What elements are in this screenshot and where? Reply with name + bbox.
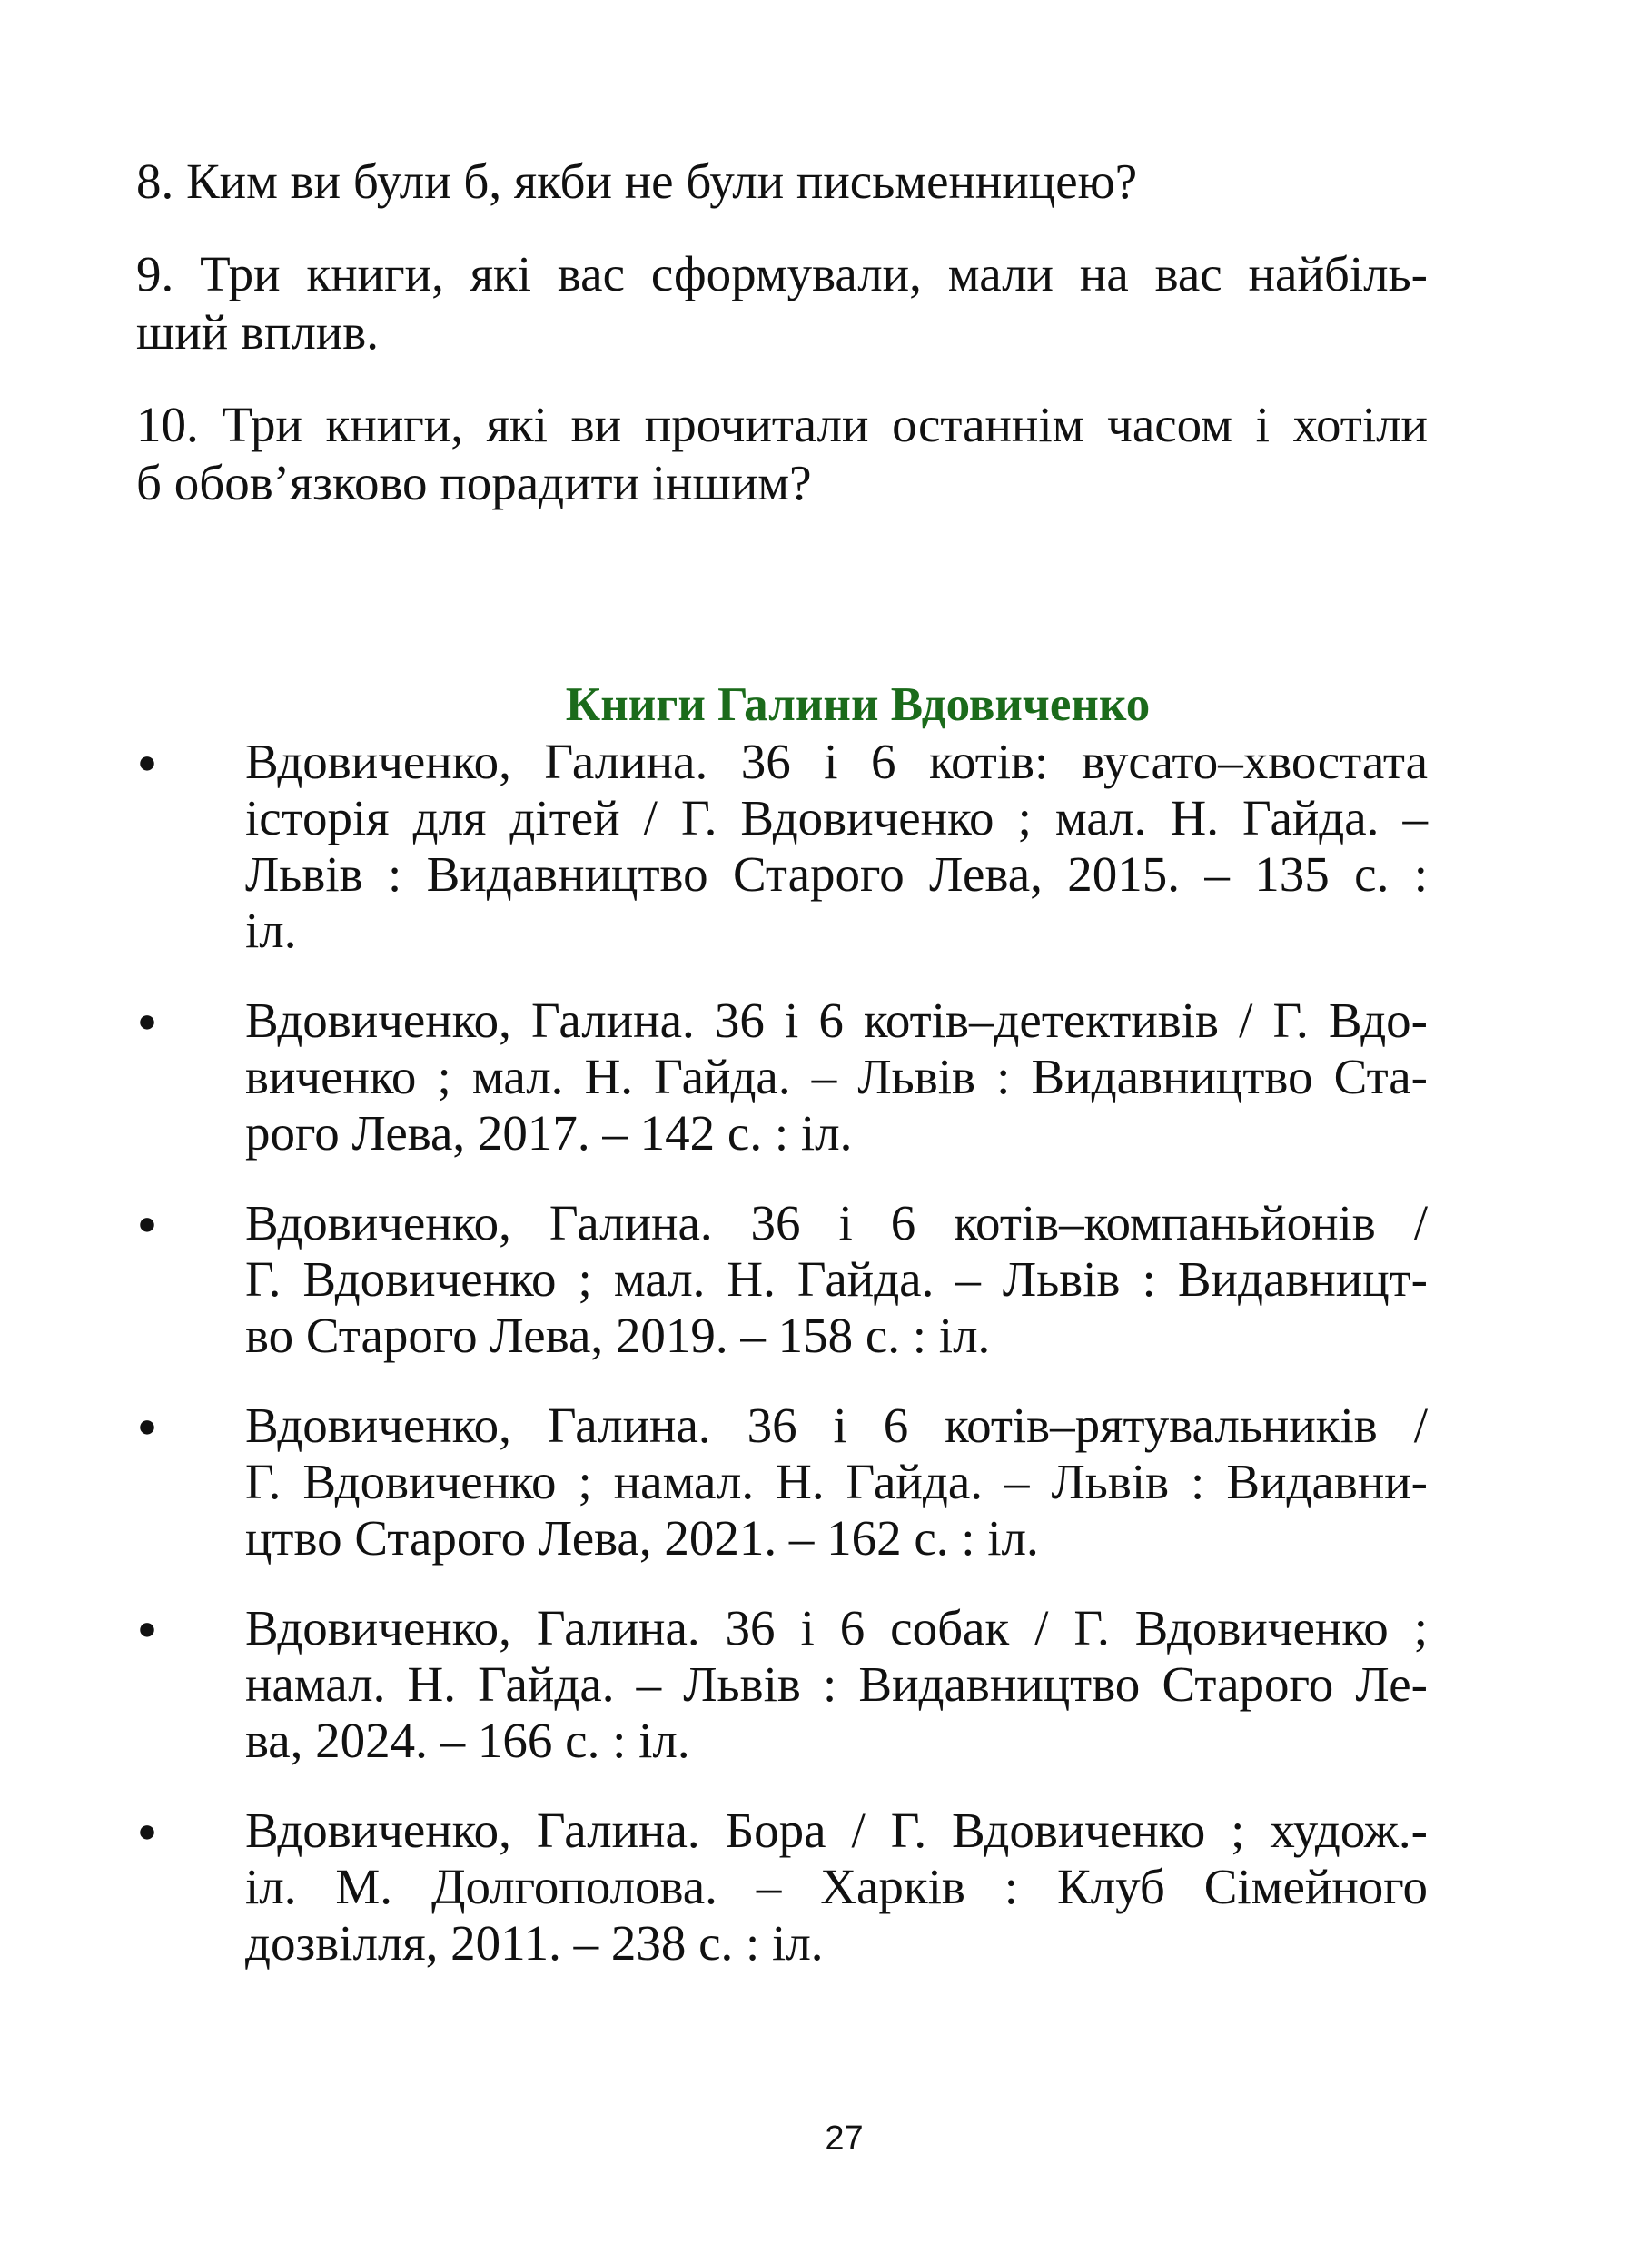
book-line: цтво Старого Лева, 2021. – 162 с. : іл. [245,1510,1039,1566]
book-entry [136,1803,1428,1971]
book-line: іл. [245,903,297,958]
book-line: Вдовиченко, Галина. 36 і 6 собак / Г. Вдовиченко ; [245,1600,1428,1655]
book-line: ва, 2024. – 166 с. : іл. [245,1713,690,1768]
question-line: 9. Три книги, які вас сформували, мали на вас найбіль- [136,246,1428,301]
book-line: намал. Н. Гайда. – Львів : Видавництво Старого Ле- [245,1656,1428,1712]
bullet-icon: ● [137,1610,157,1646]
book-line: Вдовиченко, Галина. 36 і 6 котів–рятувальників / [245,1398,1428,1453]
book-entry [136,1195,1428,1364]
book-list [136,734,1428,2005]
book-line: Г. Вдовиченко ; мал. Н. Гайда. – Львів : Видавницт- [245,1251,1428,1307]
question-line: б обов’язково порадити іншим? [136,455,812,510]
book-line: Львів : Видавництво Старого Лева, 2015. – 135 с. : [245,846,1428,902]
book-line: історія для дітей / Г. Вдовиченко ; мал. Н. Гайда. – [245,790,1428,845]
book-line: іл. М. Долгополова. – Харків : Клуб Сімейного [245,1859,1428,1914]
bullet-icon: ● [137,1813,157,1849]
book-line: Вдовиченко, Галина. 36 і 6 котів: вусато–хвостата [245,734,1428,789]
book-line: Вдовиченко, Галина. Бора / Г. Вдовиченко ; худож.- [245,1803,1428,1858]
book-entry [136,993,1428,1161]
book-line: Г. Вдовиченко ; намал. Н. Гайда. – Львів : Видавни- [245,1454,1428,1509]
book-entry [136,1398,1428,1566]
page-number: 27 [825,2119,864,2158]
book-line: Вдовиченко, Галина. 36 і 6 котів–компаньйонів / [245,1195,1428,1250]
book-entry [136,734,1428,959]
questions-section [136,153,1428,547]
book-entry [136,1600,1428,1769]
bullet-icon: ● [137,1003,157,1039]
book-line: во Старого Лева, 2019. – 158 с. : іл. [245,1308,991,1363]
question-8 [136,153,1428,211]
question-line: 8. Ким ви були б, якби не були письменницею? [136,153,1138,209]
question-9 [136,245,1428,361]
question-10 [136,396,1428,512]
book-line: Вдовиченко, Галина. 36 і 6 котів–детективів / Г. Вдо- [245,993,1428,1048]
book-line: дозвілля, 2011. – 238 с. : іл. [245,1915,824,1971]
question-line: 10. Три книги, які ви прочитали останнім часом і хотіли [136,397,1428,452]
book-line: рого Лева, 2017. – 142 с. : іл. [245,1105,853,1161]
question-line: ший вплив. [136,304,379,360]
section-title: Книги Галини Вдовиченко [565,677,1151,731]
book-line: виченко ; мал. Н. Гайда. – Львів : Видавництво Ста- [245,1049,1428,1104]
bullet-icon: ● [137,1408,157,1444]
bullet-icon: ● [137,1205,157,1241]
bullet-icon: ● [137,744,157,780]
